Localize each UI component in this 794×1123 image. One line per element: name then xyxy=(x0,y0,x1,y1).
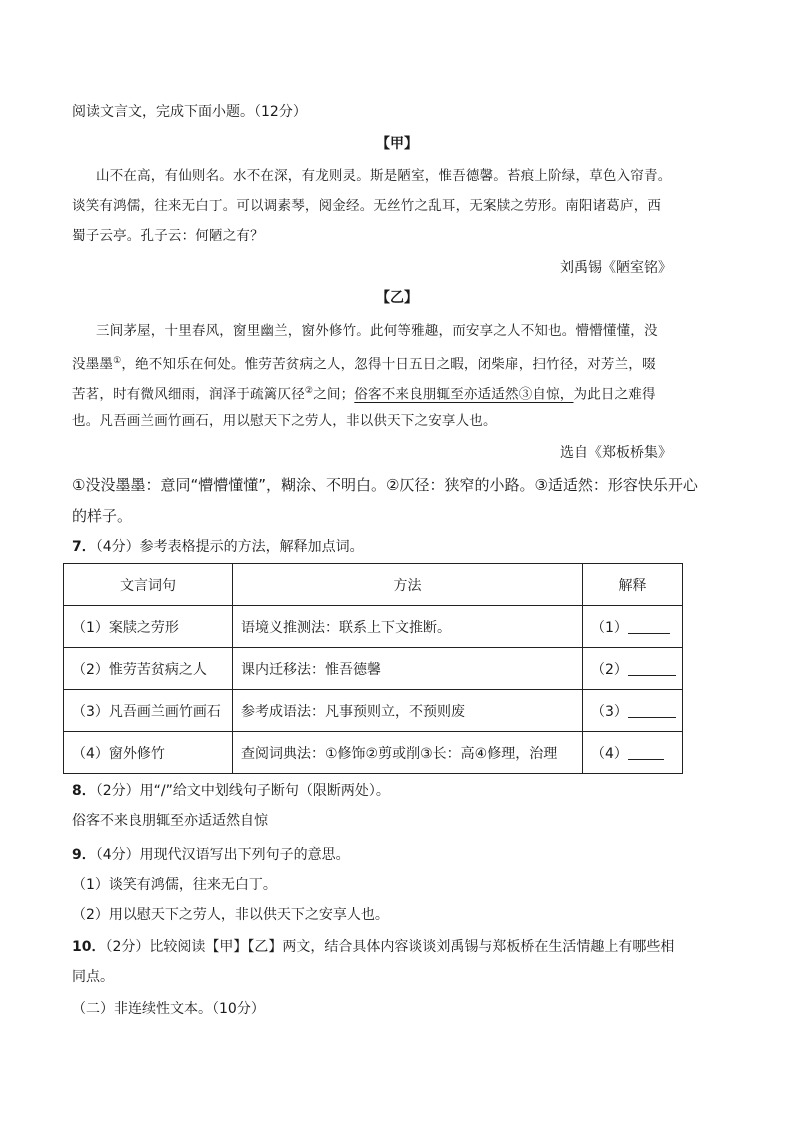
question-7-number: 7． xyxy=(72,539,96,555)
reading-intro: 阅读文言文，完成下面小题。（12分） xyxy=(72,104,307,120)
passage-b-heading: 【乙】 xyxy=(376,290,418,306)
row-2-answer-cell[interactable] xyxy=(583,648,683,690)
row-4-phrase: （4）窗外修竹 xyxy=(64,732,233,774)
passage-b-line-3 xyxy=(72,381,656,405)
row-1-answer-label: （1） xyxy=(591,619,628,636)
row-2-method: 课内迁移法：惟吾德馨 xyxy=(233,648,583,690)
table-header-method: 方法 xyxy=(233,564,583,606)
table-header-phrase: 文言词句 xyxy=(64,564,233,606)
row-1-answer-blank[interactable] xyxy=(628,619,670,634)
row-1-answer-cell[interactable] xyxy=(583,606,683,648)
question-9-item-1: （1）谈笑有鸿儒，往来无白丁。 xyxy=(72,877,277,893)
question-9 xyxy=(72,845,350,865)
footnote-marker-2: ② xyxy=(304,386,314,396)
underlined-sentence: 俗客不来良朋辄至亦适适然③自惊， xyxy=(354,386,574,403)
passage-b-source: 选自《郑板桥集》 xyxy=(560,445,672,461)
row-3-answer-blank[interactable] xyxy=(628,703,676,718)
row-4-method: 查阅词典法：①修饰②剪或削③长：高④修理，治理 xyxy=(233,732,583,774)
row-1-method: 语境义推测法：联系上下文推断。 xyxy=(233,606,583,648)
row-2-answer-label: （2） xyxy=(591,661,628,678)
question-10-text: （2分）比较阅读【甲】【乙】两文，结合具体内容谈谈刘禹锡与郑板桥在生活情趣上有哪些相 xyxy=(105,939,675,955)
question-7-text: （4分）参考表格提示的方法，解释加点词。 xyxy=(95,539,364,555)
passage-b-line-3-start: 苦茗，时有微风细雨，润泽于疏篱仄径 xyxy=(72,386,305,403)
question-8-number: 8． xyxy=(72,783,96,799)
question-8 xyxy=(72,781,390,801)
row-3-answer-label: （3） xyxy=(591,703,628,720)
question-9-number: 9． xyxy=(72,847,96,863)
question-9-item-2: （2）用以慰天下之劳人，非以供天下之安享人也。 xyxy=(72,907,389,923)
passage-a-source: 刘禹锡《陋室铭》 xyxy=(560,260,672,276)
section-2-heading: （二）非连续性文本。（10分） xyxy=(72,1001,265,1017)
passage-a-line-2: 谈笑有鸿儒，往来无白丁。可以调素琴，阅金经。无丝竹之乱耳，无案牍之劳形。南阳诸葛庐，西 xyxy=(72,198,662,214)
method-table xyxy=(63,563,683,774)
footnote-line-1: ①没没墨墨：意同“懵懵懂懂”，糊涂、不明白。②仄径：狭窄的小路。③适适然：形容快乐开心 xyxy=(72,476,698,494)
footnote-marker-1: ① xyxy=(113,356,122,366)
passage-b-line-3-end: 为此日之难得 xyxy=(573,386,656,403)
row-3-answer-cell[interactable] xyxy=(583,690,683,732)
footnote-line-2: 的样子。 xyxy=(72,507,133,525)
row-4-answer-cell[interactable] xyxy=(583,732,683,774)
table-row xyxy=(64,732,683,774)
question-10-number: 10． xyxy=(72,939,106,955)
passage-b-line-3-mid: 之间； xyxy=(313,386,355,403)
row-3-phrase: （3）凡吾画兰画竹画石 xyxy=(64,690,233,732)
table-header-answer: 解释 xyxy=(583,564,683,606)
question-7 xyxy=(72,537,364,557)
passage-a-line-1: 山不在高，有仙则名。水不在深，有龙则灵。斯是陋室，惟吾德馨。苔痕上阶绿，草色入帘青。 xyxy=(96,168,672,184)
table-row xyxy=(64,606,683,648)
question-10 xyxy=(72,937,674,957)
question-10-line-2: 同点。 xyxy=(72,969,114,985)
row-1-phrase: （1）案牍之劳形 xyxy=(64,606,233,648)
question-8-text: （2分）用“/”给文中划线句子断句（限断两处）。 xyxy=(95,783,390,799)
row-2-phrase: （2）惟劳苦贫病之人 xyxy=(64,648,233,690)
passage-b-line-4: 也。凡吾画兰画竹画石，用以慰天下之劳人，非以供天下之安享人也。 xyxy=(72,413,497,429)
passage-a-line-3: 蜀子云亭。孔子云：何陋之有？ xyxy=(72,228,264,244)
table-row xyxy=(64,648,683,690)
row-3-method: 参考成语法：凡事预则立，不预则废 xyxy=(233,690,583,732)
passage-b-line-2-rest: ，绝不知乐在何处。惟劳苦贫病之人，忽得十日五日之暇，闭柴扉，扫竹径，对芳兰，啜 xyxy=(121,356,656,373)
passage-b-line-1: 三间茅屋，十里春风，窗里幽兰，窗外修竹。此何等雅趣，而安享之人不知也。懵懵懂懂，没 xyxy=(96,323,658,339)
passage-a-heading: 【甲】 xyxy=(376,136,418,152)
question-9-text: （4分）用现代汉语写出下列句子的意思。 xyxy=(95,847,350,863)
row-4-answer-label: （4） xyxy=(591,745,628,762)
passage-b-line-2-start: 没墨墨 xyxy=(72,356,114,373)
row-2-answer-blank[interactable] xyxy=(628,661,676,676)
table-header-row xyxy=(64,564,683,606)
table-row xyxy=(64,690,683,732)
row-4-answer-blank[interactable] xyxy=(628,745,664,760)
passage-b-line-2 xyxy=(72,351,656,375)
question-8-sentence: 俗客不来良朋辄至亦适适然自惊 xyxy=(72,813,268,829)
